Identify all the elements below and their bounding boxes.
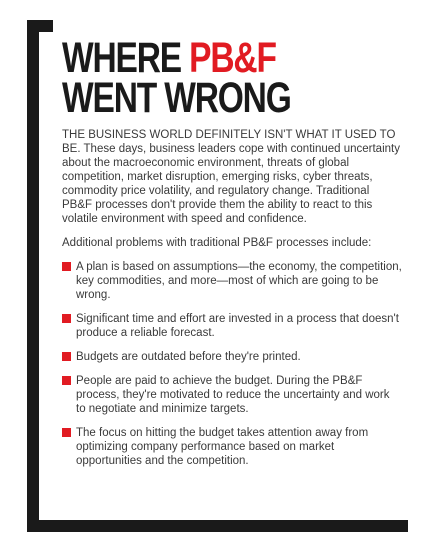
frame-bar-top [27,20,53,32]
intro-paragraph: Additional problems with traditional PB&F processes include: [62,237,372,249]
red-square-bullet-icon [62,428,71,437]
frame-bar-left [27,20,39,532]
bullet-text: Significant time and effort are invested in a process that doesn't produce a reliable forecast. [76,313,399,339]
bullet-text: Budgets are outdated before they're printed. [76,351,301,363]
lead-paragraph [62,128,402,226]
headline-word-where: WHERE [62,34,190,82]
lead-text: These days, business leaders cope with continued uncertainty about the macroeconomic environment, threats of global competition, market disruption, emerging risks, cyber threats, commodity price volatility, and regulatory change. Traditional PB&F processes don't provide them the ability to react to this volatile environment with speed and confidence. [62,143,400,225]
red-square-bullet-icon [62,352,71,361]
headline-line-2: WENT WRONG [62,74,291,122]
red-square-bullet-icon [62,262,71,271]
headline-accent-pbf: PB&F [189,34,276,82]
headline-line-1 [62,34,291,82]
red-square-bullet-icon [62,314,71,323]
bullet-item [62,312,402,340]
bullet-item [62,426,402,468]
article-body [62,128,402,478]
bullet-item [62,350,402,364]
headline [62,34,291,122]
bullet-text: The focus on hitting the budget takes attention away from optimizing company performance based on market opportunities and the competition. [76,427,369,467]
red-square-bullet-icon [62,376,71,385]
bullet-text: People are paid to achieve the budget. During the PB&F process, they're motivated to reduce the uncertainty and work to negotiate and minimize targets. [76,375,390,415]
frame-bar-bottom [27,520,408,532]
lead-caps-sentence: THE BUSINESS WORLD DEFINITELY ISN'T WHAT IT USED TO BE. [62,129,396,155]
bullet-text: A plan is based on assumptions—the economy, the competition, key commodities, and more—most of which are going to be wrong. [76,261,402,301]
bullet-item [62,260,402,302]
bullet-item [62,374,402,416]
